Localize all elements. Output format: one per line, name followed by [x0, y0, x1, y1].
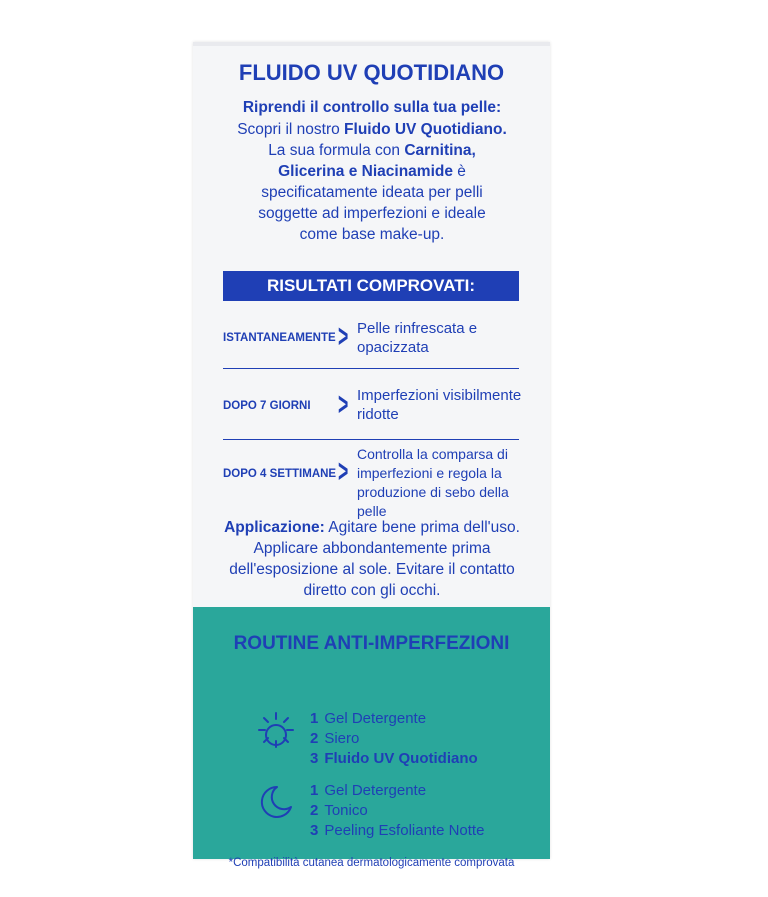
sun-icon — [255, 709, 297, 751]
list-item: 3 Peeling Esfoliante Notte — [310, 822, 485, 839]
intro-line: La sua formula con Carnitina, — [268, 142, 476, 159]
chevron-right-icon: > — [338, 386, 349, 422]
day-steps — [310, 709, 478, 769]
product-title: FLUIDO UV QUOTIDIANO — [238, 60, 505, 85]
intro-lead: Riprendi il controllo sulla tua pelle: — [242, 99, 502, 116]
application-label: Applicazione: — [224, 519, 325, 536]
chevron-right-icon: > — [338, 453, 349, 489]
divider — [223, 368, 519, 369]
moon-icon — [255, 781, 297, 823]
result-row-instant — [223, 316, 519, 366]
result-text: Pelle rinfrescata e opacizzata — [357, 320, 478, 356]
result-row-7-days — [223, 382, 522, 432]
result-text: Imperfezioni visibilmente ridotte — [357, 387, 522, 423]
list-item: 3 Fluido UV Quotidiano — [310, 750, 478, 767]
result-label: ISTANTANEAMENTE — [223, 332, 336, 344]
intro-line: Scopri il nostro Fluido UV Quotidiano. — [237, 121, 507, 138]
application-text: Applicazione: Agitare bene prima dell'uso. Applicare abbondantemente prima dell'esposizione al sole. Evitare il contatto diretto con gli occhi. — [224, 519, 520, 599]
list-item: 2 Tonico — [310, 802, 368, 819]
result-text: Controlla la comparsa di imperfezioni e regola la produzione di sebo della pelle — [357, 446, 509, 519]
list-item: 1 Gel Detergente — [310, 782, 427, 799]
routine-title: ROUTINE ANTI-IMPERFEZIONI — [233, 633, 510, 654]
divider — [223, 439, 519, 440]
night-steps — [310, 781, 484, 841]
footnote: *Compatibilità cutanea dermatologicamente comprovata — [228, 857, 515, 869]
intro-line: come base make-up. — [299, 226, 445, 243]
routine-panel — [193, 607, 550, 869]
chevron-right-icon: > — [338, 318, 349, 354]
list-item: 2 Siero — [310, 730, 360, 747]
info-panel — [193, 42, 550, 607]
intro-line: soggette ad imperfezioni e ideale — [258, 205, 486, 222]
product-box-back — [193, 42, 550, 869]
intro-line: specificatamente ideata per pelli — [261, 184, 483, 201]
result-label: DOPO 7 GIORNI — [223, 400, 311, 412]
results-header: RISULTATI COMPROVATI: — [223, 271, 519, 301]
result-row-4-weeks — [223, 445, 519, 519]
intro-line: Glicerina e Niacinamide è — [278, 163, 466, 180]
list-item: 1 Gel Detergente — [310, 710, 427, 727]
intro-text — [207, 97, 537, 245]
result-label: DOPO 4 SETTIMANE — [223, 468, 337, 480]
